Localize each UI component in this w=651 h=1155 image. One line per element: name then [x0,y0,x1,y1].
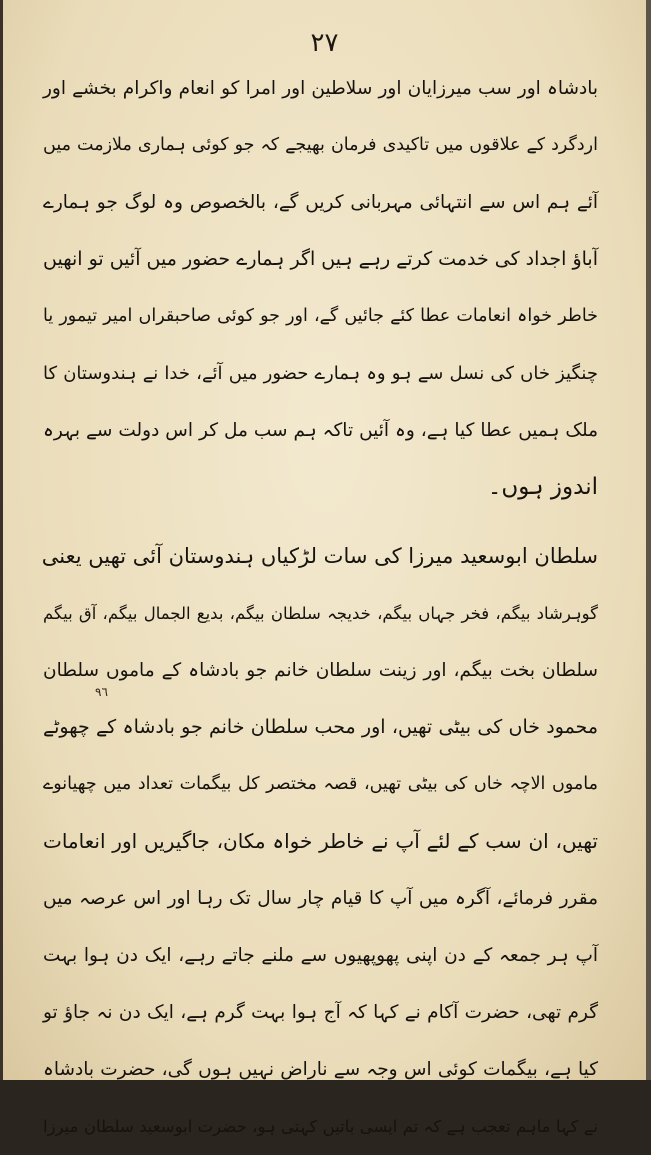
text-line: خاطر خواہ انعامات عطا کئے جائیں گے، اور جو کوئی صاحبقراں امیر تیمور یا [43,306,598,326]
text-line: محمود خاں کی بیٹی تھیں، اور محب سلطان خانم جو بادشاہ کے چھوٹے [43,716,598,738]
paragraph [43,528,598,1155]
text-line: اندوز ہوں۔ [487,474,598,500]
margin-note: ٩٦ [95,685,108,699]
text-line: تھیں، ان سب کے لئے آپ نے خاطر خواہ مکان، جاگیریں اور انعامات [43,829,598,853]
text-line: آئے ہم اس سے انتہائی مہربانی کریں گے، بالخصوص وہ لوگ جو ہمارے [43,192,598,213]
text-line: ملک ہمیں عطا کیا ہے، وہ آئیں تاکہ ہم سب مل کر اس دولت سے بہرہ [43,420,598,441]
text-line: سلطان ابوسعید میرزا کی سات لڑکیاں ہندوستان آئی تھیں یعنی [41,544,598,568]
text-block [43,60,598,1155]
text-line: گرم تھی، حضرت آکام نے کہا کہ آج ہوا بہت گرم ہے، ایک دن نہ جاؤ تو [43,1002,598,1023]
text-line: آباؤ اجداد کی خدمت کرتے رہے ہیں اگر ہمارے حضور میں آئیں تو انھیں [43,248,598,270]
text-line: ماموں الاچہ خاں کی بیٹی تھیں، قصہ مختصر کل بیگمات تعداد میں چھیانوے [43,774,598,794]
text-line: مقرر فرمائے، آگرہ میں آپ کا قیام چار سال تک رہا اور اس عرصہ میں [43,888,598,909]
text-line: چنگیز خاں کی نسل سے ہو وہ ہمارے حضور میں آئے، خدا نے ہندوستان کا [43,363,598,384]
paragraph [43,60,598,516]
paragraph-gap [43,516,598,528]
page-number: ٢٧ [310,28,339,58]
text-line: اردگرد کے علاقوں میں تاکیدی فرمان بھیجے کہ جو کوئی ہماری ملازمت میں [43,135,598,155]
text-line: نے کہا ماہم تعجب ہے کہ تم ایسی باتیں کہتی ہو، حضرت ابوسعید سلطان میرزا [43,1117,598,1136]
text-line: آپ ہر جمعہ کے دن اپنی پھوپھیوں سے ملنے جاتے رہے، ایک دن ہوا بہت [43,945,598,966]
text-line: گوہرشاد بیگم، فخر جہاں بیگم، خدیجہ سلطان بیگم، بدیع الجمال بیگم، آق بیگم [43,604,598,623]
text-line: کیا ہے، بیگمات کوئی اس وجہ سے ناراض نہیں ہوں گی، حضرت بادشاہ [43,1059,598,1080]
text-line: سلطان بخت بیگم، اور زینت سلطان خانم جو بادشاہ کے ماموں سلطان [43,660,598,681]
text-line: بادشاہ اور سب میرزایان اور سلاطین اور امرا کو انعام واکرام بخشے اور [43,78,598,99]
